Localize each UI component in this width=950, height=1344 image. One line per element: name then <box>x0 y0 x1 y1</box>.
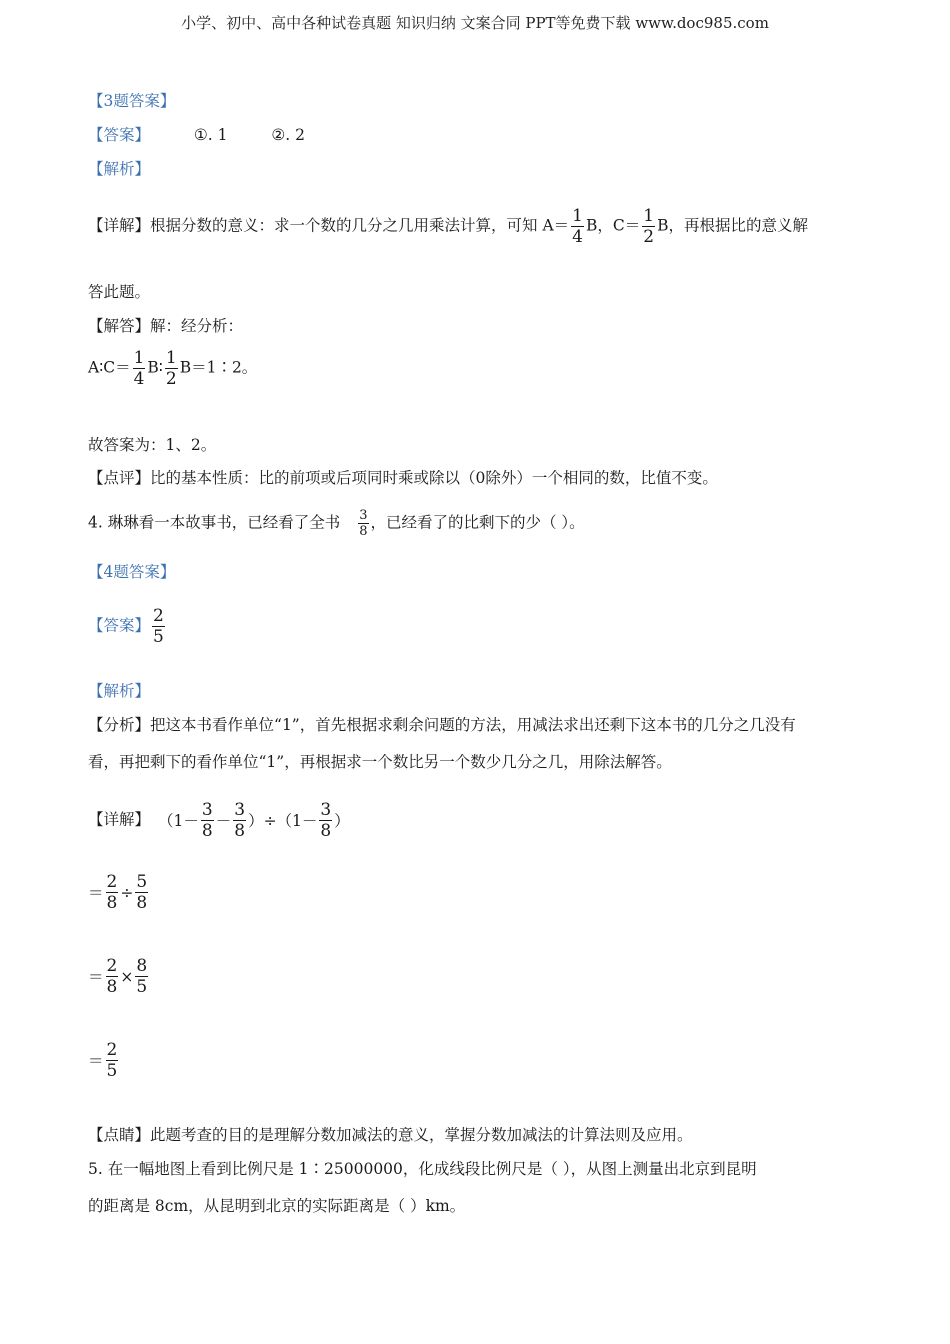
q4-question-post: ，已经看了的比剩下的少（ ）。 <box>370 513 585 532</box>
q5-line-1: 5. 在一幅地图上看到比例尺是 1∶25000000，化成线段比例尺是（ ），从图上测量出北京到昆明 <box>88 1160 757 1178</box>
fraction-1-4: $\frac{1}{4}$ <box>572 206 583 247</box>
detail-text: 根据分数的意义：求一个数的几分之几用乘法计算，可知 A＝ <box>150 216 570 235</box>
comment-text: 比的基本性质：比的前项或后项同时乘或除以（0除外）一个相同的数，比值不变。 <box>150 469 718 487</box>
q4-step-1: ＝ $\frac{2}{8}$ ÷ $\frac{5}{8}$ <box>88 872 148 913</box>
q5-line-2: 的距离是 8cm，从昆明到北京的实际距离是（ ）km。 <box>88 1197 466 1215</box>
q3-detail-cont: 答此题。 <box>88 283 151 301</box>
q4-answer-row <box>88 606 167 647</box>
q4-analysis-tag: 【解析】 <box>88 682 151 700</box>
answer-tag: 【答案】 <box>88 616 151 635</box>
q3-ratio-row <box>88 348 257 389</box>
solve-text: 解：经分析： <box>150 317 244 335</box>
q3-comment-row <box>88 468 718 488</box>
q4-question-pre: 4. 琳琳看一本故事书，已经看了全书 <box>88 513 341 532</box>
q4-detail-row: 【详解】 （1－ $\frac{3}{8}$ － $\frac{3}{8}$ ）÷（1－ $\frac{3}{8}$ ） <box>88 800 350 841</box>
fraction-2-8: $\frac{2}{8}$ <box>106 872 118 913</box>
dianjing-tag: 【点睛】 <box>88 1126 151 1144</box>
q3-conclusion: 故答案为：1、2。 <box>88 436 217 454</box>
fraction-1-4: $\frac{1}{4}$ <box>133 348 145 389</box>
detail-tag: 【详解】 <box>88 216 151 235</box>
answer-tag: 【答案】 <box>88 126 151 144</box>
fraction-3-8: $\frac{3}{8}$ <box>201 800 213 841</box>
page-header: 小学、初中、高中各种试卷真题 知识归纳 文案合同 PPT等免费下载 www.doc985.com <box>181 14 769 32</box>
q3-analysis-tag: 【解析】 <box>88 160 151 178</box>
fraction-2-5: $\frac{2}{5}$ <box>153 606 164 647</box>
answer-option-2: ②. 2 <box>271 126 306 144</box>
q4-fenxi-line2: 看，再把剩下的看作单位“1”，再根据求一个数比另一个数少几分之几，用除法解答。 <box>88 753 672 771</box>
fenxi-tag: 【分析】 <box>88 716 151 734</box>
detail-mid: B，C＝ <box>585 216 641 235</box>
ratio-end: B＝1∶2。 <box>179 358 258 377</box>
fraction-2-5: $\frac{2}{5}$ <box>106 1040 118 1081</box>
fraction-1-2: $\frac{1}{2}$ <box>165 348 177 389</box>
comment-tag: 【点评】 <box>88 469 151 487</box>
ratio-prefix: A∶C＝ <box>88 358 131 377</box>
q4-question-row <box>88 508 585 539</box>
q3-detail-row <box>88 206 808 247</box>
fraction-8-5: $\frac{8}{5}$ <box>136 956 148 997</box>
q3-solve-row <box>88 316 243 336</box>
q4-step-2: ＝ $\frac{2}{8}$ × $\frac{8}{5}$ <box>88 956 148 997</box>
fraction-1-2: $\frac{1}{2}$ <box>643 206 655 247</box>
dianjing-text: 此题考查的目的是理解分数加减法的意义，掌握分数加减法的计算法则及应用。 <box>150 1126 693 1144</box>
fraction-2-8: $\frac{2}{8}$ <box>106 956 118 997</box>
fraction-5-8: $\frac{5}{8}$ <box>136 872 148 913</box>
fraction-3-8: $\frac{3}{8}$ <box>359 508 368 539</box>
ratio-mid: B∶ <box>147 358 163 377</box>
q4-answer-title: 【4题答案】 <box>88 563 176 581</box>
answer-option-1: ①. 1 <box>193 126 228 144</box>
q4-step-3: ＝ $\frac{2}{5}$ <box>88 1040 118 1081</box>
q3-answer-title: 【3题答案】 <box>88 92 176 110</box>
fenxi-line1: 把这本书看作单位“1”，首先根据求剩余问题的方法，用减法求出还剩下这本书的几分之几没有 <box>150 716 796 734</box>
fraction-3-8: $\frac{3}{8}$ <box>320 800 332 841</box>
solve-tag: 【解答】 <box>88 317 151 335</box>
q4-fenxi-row <box>88 715 796 735</box>
q3-answer-row <box>88 125 305 145</box>
q4-dianjing-row <box>88 1125 693 1145</box>
fraction-3-8: $\frac{3}{8}$ <box>234 800 246 841</box>
detail-tag: 【详解】 <box>88 810 151 829</box>
detail-end: B，再根据比的意义解 <box>657 216 808 235</box>
